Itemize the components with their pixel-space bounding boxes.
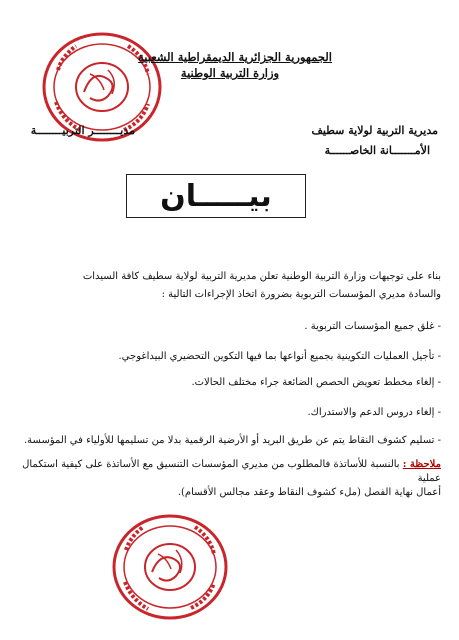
note-line-2: أعمال نهاية الفصل (ملء كشوف النقاط وعقد مجالس الأقسام). bbox=[177, 487, 441, 498]
measure-item: - تسليم كشوف النقاط يتم عن طريق البريد أو الأرضية الرقمية بدلا من تسليمها للأولياء في المؤسسة. bbox=[24, 435, 441, 446]
republic-heading: الجمهورية الجزائرية الديمقراطية الشعبية bbox=[138, 50, 332, 64]
director-label: مديــــــــر التربيــــــــة bbox=[30, 124, 135, 137]
note-label: ملاحظة : bbox=[402, 459, 441, 470]
measure-item: - غلق جميع المؤسسات التربوية . bbox=[304, 321, 441, 332]
measure-item: - إلغاء مخطط تعويض الحصص الضائعة جراء مختلف الحالات. bbox=[191, 377, 441, 388]
title-box bbox=[126, 174, 306, 218]
note-text: بالنسبة للأساتذة فالمطلوب من مديري المؤسسات التنسيق مع الأساتذة على كيفية استكمال عملية bbox=[22, 459, 441, 484]
measure-item: - إلغاء دروس الدعم والاستدراك. bbox=[307, 407, 441, 418]
official-seal-icon bbox=[110, 512, 230, 622]
note-line-1 bbox=[21, 458, 441, 486]
measure-item: - تأجيل العمليات التكوينية بجميع أنواعها بما فيها التكوين التحضيري البيداغوجي. bbox=[118, 351, 441, 362]
document-title: بيـــــان bbox=[160, 178, 272, 214]
directorate-label: مديرية التربية لولاية سطيف bbox=[311, 124, 438, 137]
intro-line-1: بناء على توجيهات وزارة التربية الوطنية تعلن مديرية التربية لولاية سطيف كافة السيدات bbox=[82, 271, 441, 282]
secretariat-label: الأمـــــــانة الخاصــــــة bbox=[324, 144, 430, 157]
intro-line-2: والسادة مديري المؤسسات التربوية بضرورة اتخاذ الإجراءات التالية : bbox=[161, 289, 441, 300]
ministry-heading: وزارة التربية الوطنية bbox=[180, 66, 280, 80]
